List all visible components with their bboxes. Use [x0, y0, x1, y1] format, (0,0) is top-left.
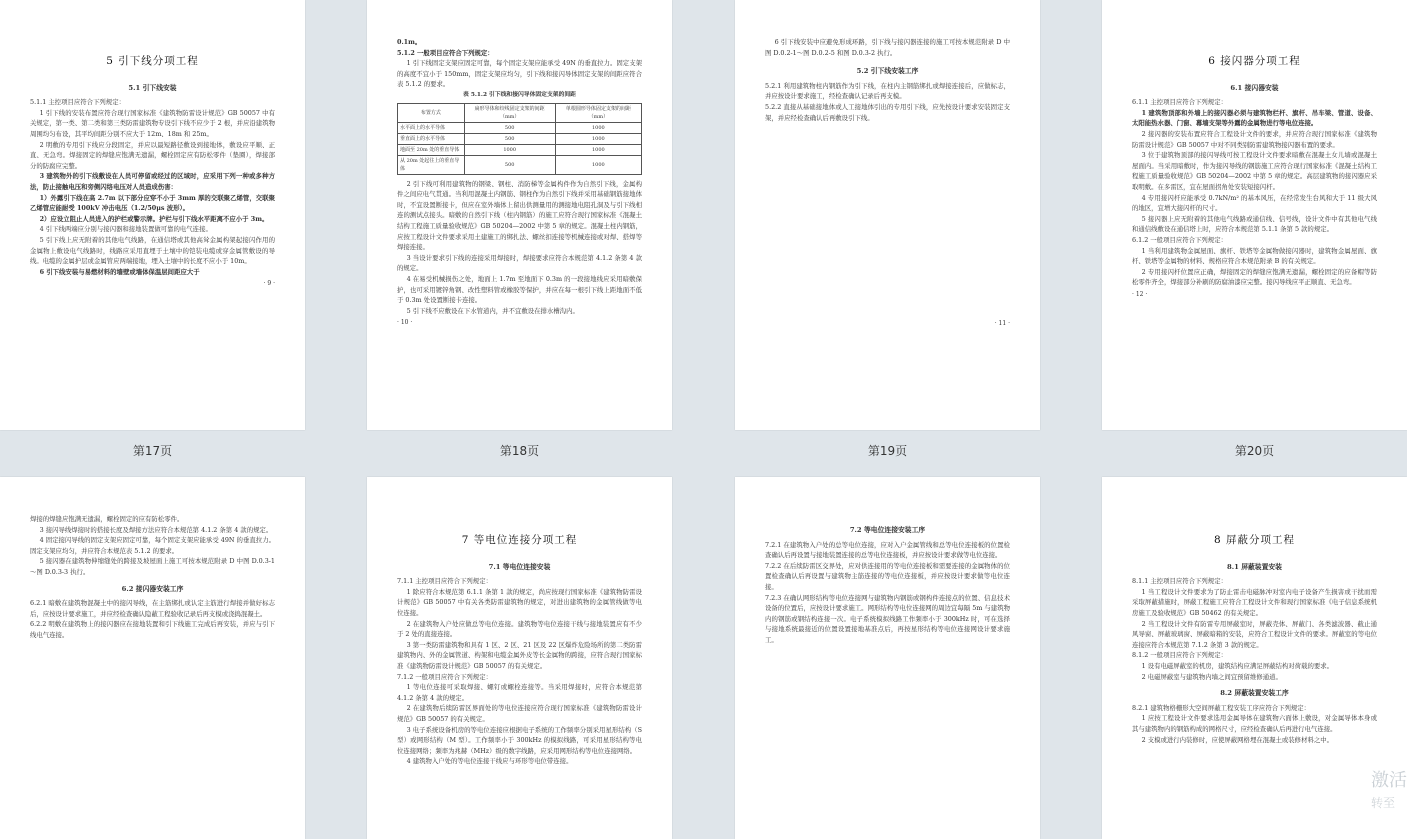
paragraph: 4 建筑物入户处的等电位连接干线应与环形等电位带连接。 [406, 757, 573, 766]
chapter-title: 5 引下线分项工程 [106, 55, 199, 67]
table-cell: 垂直面上的水平导体 [398, 133, 465, 144]
paragraph: 1）外露引下线在高 2.7m 以下部分应穿不小于 3mm 厚的交联聚乙烯管，交联聚乙烯管应能耐受 100kV 冲击电压（1.2/50μs 波形）。 [30, 193, 275, 213]
paragraph: 4 在易受机械损伤之处，地面上 1.7m 至地面下 0.3m 的一段接地线应采用暗敷保护，也可采用镀锌角钢、改性塑料管或橡胶等保护，并应在每一根引下线上距地面不低于 0.3m 处设置断接卡连接。 [397, 274, 642, 305]
paragraph: 5 引下线上应无附着的其他电气线路，在通信塔或其他高耸金属构架起接闪作用的金属物上敷设电气线路时，线路应采用直埋于土壤中的铠装电缆或穿金属管敷设的导线。电缆的金属护层或金属管应两端接地，埋入土壤中的长度不应小于 10m。 [30, 235, 275, 266]
page-body [1132, 703, 1377, 745]
paragraph: 3 电子系统设备机房的等电位连接应根据电子系统的工作频率分别采用星形结构（S 型）或网形结构（M 型）。工作频率小于 300kHz 的模拟线路，可采用星形结构等电位连接网络；频率为兆赫（MHz）级的数字线路，应采用网形结构等电位连接网络。 [397, 725, 642, 755]
table-cell: 1000 [555, 122, 641, 133]
paragraph: 3 接闪导线焊接时的搭接长度及焊接方法应符合本规范第 4.1.2 条第 4 款的规定。 [39, 525, 273, 534]
table-cell: 500 [464, 155, 555, 174]
paragraph: 2 明敷的专用引下线应分段固定，并应以最短路径敷设到接地体，敷设应平顺、正直、无急弯。焊接固定的焊缝应饱满无遗漏，螺栓固定应有防松零件（垫圈），焊接部分的防腐应完整。 [30, 140, 275, 170]
paragraph: 1 当工程设计文件要求为了防止雷击电磁脉冲对室内电子设备产生损害或干扰而需采取屏蔽措施时，屏蔽工程施工应符合工程设计文件和现行国家标准《电子信息系统机房施工及验收规范》GB 50462 的有关规定。 [1132, 587, 1377, 617]
paragraph: 1 设有电磁屏蔽室的机房，建筑结构应满足屏蔽结构对荷载的要求。 [1141, 661, 1334, 670]
paragraph: 1 引下线的安装布置应符合现行国家标准《建筑物防雷设计规范》GB 50057 中有关规定，第一类、第二类和第三类防雷建筑物专设引下线不应少于 2 根，并应沿建筑物周围均匀布设，其平均间距分别不应大于 12m、18m 和 25m。 [30, 108, 275, 138]
chapter-title: 8 屏蔽分项工程 [1213, 534, 1296, 546]
document-page [735, 477, 1040, 839]
watermark-main: 激活 [1371, 770, 1407, 791]
paragraph: 8.1.1 主控项目应符合下列规定： [1132, 577, 1227, 586]
table-row [398, 122, 642, 133]
page-body [765, 37, 1010, 58]
section-title: 7.1 等电位连接安装 [488, 562, 551, 571]
section-title: 5.2 引下线安装工序 [856, 67, 919, 76]
activation-watermark [1371, 770, 1407, 814]
paragraph: 8.2.1 建筑物格栅形大空间屏蔽工程安装工序应符合下列规定： [1132, 703, 1311, 712]
paragraph: 2 专用接闪杆位置应正确，焊接固定的焊缝应饱满无遗漏，螺栓固定的应备帽等防松零件齐全，焊接部分补刷的防腐油漆应完整。接闪导线应平正顺直、无急弯。 [1132, 267, 1377, 287]
document-page [735, 0, 1040, 430]
paragraph: 1 应按工程设计文件要求选用金属导体在建筑物六面体上敷设，对金属导体本身或其与建筑物内的钢筋构成的网格尺寸，应经检查确认后再进行电气连接。 [1132, 714, 1377, 733]
document-page [0, 477, 305, 839]
paragraph: 8.1.2 一般项目应符合下列规定： [1132, 651, 1227, 660]
paragraph: 2 电磁屏蔽室与建筑物内墙之间宜预留维修通道。 [1141, 672, 1282, 681]
paragraph: 5.1.1 主控项目应符合下列规定： [30, 98, 125, 107]
table-cell: 地面至 20m 处的垂直导体 [398, 144, 465, 155]
section-title: 6.1 接闪器安装 [1230, 83, 1279, 92]
paragraph: 1 当利用建筑物金属屋面、旗杆、铁塔等金属物做接闪器时，建筑物金属屋面、旗杆、铁塔等金属物的材料、规格应符合本规范附录 B 的有关规定。 [1132, 246, 1377, 266]
document-page [0, 0, 305, 430]
paragraph: 2 在建筑物后续防雷区界面处的等电位连接应符合现行国家标准《建筑物防雷设计规范》GB 50057 的有关规定。 [397, 704, 642, 723]
paragraph: 1 除应符合本规范第 6.1.1 条第 1 款的规定，尚应按现行国家标准《建筑物防雷设计规范》GB 50057 中有关各类防雷建筑物的规定，对进出建筑物的金属管线做等电位连接。 [397, 587, 642, 617]
document-page [367, 477, 672, 839]
page-caption[interactable]: 第17页 [132, 444, 173, 458]
chapter-title: 6 接闪器分项工程 [1208, 55, 1301, 67]
section-title: 8.2 屏蔽装置安装工序 [1220, 689, 1289, 698]
page-number: · 11 · [994, 320, 1010, 328]
paragraph: 3 第一类防雷建筑物和具有 1 区、2 区、21 区及 22 区爆炸危险场所的第二类防雷建筑物内、外的金属管道、构架和电缆金属外皮等长金属物的跨接，应符合现行国家标准《建筑物防雷设计规范》GB 50057 的有关规定。 [397, 640, 642, 670]
page-body [30, 598, 275, 640]
section-title: 8.1 屏蔽装置安装 [1227, 562, 1282, 571]
paragraph: 3 建筑物外的引下线敷设在人员可停留或经过的区域时，应采用下列一种或多种方法，防止接触电压和旁侧闪络电压对人员造成伤害： [30, 172, 275, 191]
paragraph: 2 引下线可利用建筑物的钢梁、钢柱、消防梯等金属构件作为自然引下线，金属构件之间应电气贯通。当利用混凝土内钢筋、钢柱作为自然引下线并采用基础钢筋接地体时，不宜设置断接卡，但应在室外墙体上留出供测量用的测接地电阻孔洞及与引下线相连的测试点接头。暗敷的自然引下线（柱内钢筋）的施工应符合现行国家标准《混凝土结构工程施工质量验收规范》GB 50204—2002 中第 5 章的规定。混凝土柱内钢筋，应按工程设计文件要求采用土建施工的绑扎法、螺丝扣连接等机械连接或对焊、搭焊等焊接连接。 [397, 179, 642, 252]
paragraph: 0.1m。 [397, 38, 422, 46]
table-caption: 表 5.1.2 引下线和接闪导体固定支架的间距 [463, 91, 576, 98]
table-cell: 1000 [555, 144, 641, 155]
paragraph: 7.2.2 在后续防雷区交界处，应对供连接用的等电位连接板和需要连接的金属物体的位置检查确认后再设置与建筑物主筋连接的等电位连接板，并应按设计要求做等电位连接。 [765, 561, 1010, 591]
page-number: · 12 · [1132, 290, 1148, 298]
paragraph: 6 引下线安装与易燃材料的墙壁或墙体保温层间距应大于 [39, 267, 200, 276]
paragraph: 5.2.1 利用建筑物柱内钢筋作为引下线，在柱内主钢筋绑扎或焊接连接后，应做标志，并应按设计要求施工，经检查确认记录后再支模。 [765, 81, 1010, 101]
page-caption[interactable]: 第19页 [867, 444, 908, 458]
paragraph: 5.2.2 直接从基础接地体或人工接地体引出的专用引下线，应先按设计要求安装固定支架，并应经检查确认后再敷设引下线。 [765, 102, 1010, 122]
table-cell: 1000 [464, 144, 555, 155]
page-number: · 10 · [397, 319, 413, 327]
paragraph: 5.1.2 一般项目应符合下列规定： [397, 48, 494, 57]
paragraph: 7.2.1 在建筑物入户处的总等电位连接，应对入户金属管线和总等电位连接板的位置检查确认后再设置与接地装置连接的总等电位连接板，并应按设计要求做等电位连接。 [765, 540, 1010, 560]
paragraph: 6.2.2 明敷在建筑物上的接闪器应在接地装置和引下线施工完成后再安装，并应与引下线电气连接。 [30, 620, 275, 639]
document-page [1102, 477, 1407, 839]
table-cell: 从 20m 处起往上的垂直导体 [398, 155, 465, 174]
paragraph: 2 接闪器的安装布置应符合工程设计文件的要求，并应符合现行国家标准《建筑物防雷设计规范》GB 50057 中对不同类别防雷建筑物接闪器布置的要求。 [1132, 129, 1377, 149]
table-cell: 1000 [555, 155, 641, 174]
paragraph: 2）应设立阻止人员进入的护栏或警示牌。护栏与引下线水平距离不应小于 3m。 [39, 214, 269, 223]
table-header: 扁形导体和绞线固定支架的间距（mm） [464, 103, 555, 122]
table-row [398, 133, 642, 144]
page-body [1132, 97, 1377, 288]
page-body [765, 540, 1010, 646]
table-cell: 500 [464, 133, 555, 144]
page-body [30, 97, 275, 277]
page-caption[interactable]: 第18页 [499, 444, 540, 458]
paragraph: 7.1.1 主控项目应符合下列规定： [397, 577, 492, 586]
paragraph: 2 支模或进行内装修时，应使屏蔽网格埋在混凝土或装修材料之中。 [1141, 735, 1334, 744]
table-header: 单根圆形导体固定支架的间距（mm） [555, 103, 641, 122]
table-row [398, 155, 642, 174]
paragraph: 3 当设计要求引下线的连接采用焊接时，焊接要求应符合本规范第 4.1.2 条第 4 款的规定。 [397, 253, 642, 273]
paragraph: 1 建筑物顶部和外墙上的接闪器必须与建筑物栏杆、旗杆、吊车梁、管道、设备、太阳能热水器、门窗、幕墙支架等外露的金属物进行等电位连接。 [1132, 108, 1377, 128]
paragraph: 7.2.3 在确认网形结构等电位连接网与建筑物内钢筋或钢构件连接点的位置、信息技术设备的位置后，应按设计要求施工。网形结构等电位连接网的周边宜每隔 5m 与建筑物内的钢筋或钢结构连接一次。电子系统模拟线路工作频率小于 300kHz 时，可在选择与接地系统最接近的位置设置接地基准点后，再按星形结构等电位连接网设计要求施工。 [765, 593, 1010, 644]
paragraph: 1 引下线固定支架应固定可靠，每个固定支架应能承受 49N 的垂直拉力。固定支架的高度不宜小于 150mm，固定支架应均匀，引下线和接闪导体固定支架的间距应符合表 5.1.2 的要求。 [397, 59, 642, 89]
paragraph: 6.1.2 一般项目应符合下列规定： [1132, 235, 1227, 244]
paragraph: 1 等电位连接可采取焊接、螺钉或螺栓连接等。当采用焊接时，应符合本规范第 4.1.2 条第 4 款的规定。 [397, 683, 642, 702]
paragraph: 6 引下线安装中应避免形成环路，引下线与接闪器连接的施工可按本规范附录 D 中图 D.0.2-1～图 D.0.2-5 和图 D.0.3-2 执行。 [765, 38, 1010, 57]
page-body [30, 514, 275, 578]
page-body [397, 179, 642, 317]
table-cell: 水平面上的水平导体 [398, 122, 465, 133]
page-body [765, 81, 1010, 123]
page-caption[interactable]: 第20页 [1234, 444, 1275, 458]
paragraph: 6.1.1 主控项目应符合下列规定： [1132, 98, 1227, 107]
spacing-table [397, 103, 642, 175]
table-header: 布置方式 [398, 103, 465, 122]
document-page [1102, 0, 1407, 430]
section-title: 5.1 引下线安装 [128, 83, 177, 92]
paragraph: 2 在建筑物入户处应做总等电位连接。建筑物等电位连接干线与接地装置应有不少于 2 处的直接连接。 [397, 619, 642, 639]
paragraph: 4 专用接闪杆应能承受 0.7kN/m² 的基本风压，在经常发生台风和大于 11 级大风的地区，宜增大接闪杆的尺寸。 [1132, 193, 1377, 213]
paragraph: 5 接闪器在建筑物伸缩缝处的跨接及坡屋面上施工可按本规范附录 D 中图 D.0.3-1～图 D.0.3-3 执行。 [30, 557, 275, 576]
page-body [1132, 576, 1377, 682]
paragraph: 焊接的焊缝应饱满无遗漏，螺栓固定的应有防松零件。 [30, 515, 184, 523]
chapter-title: 7 等电位连接分项工程 [461, 534, 578, 546]
paragraph: 5 引下线不应敷设在下水管道内，并不宜敷设在排水槽沟内。 [406, 306, 579, 315]
paragraph: 4 固定接闪导线的固定支架应固定可靠，每个固定支架应能承受 49N 的垂直拉力。固定支架应均匀，并应符合本规范表 5.1.2 的要求。 [30, 536, 275, 555]
section-title: 7.2 等电位连接安装工序 [849, 526, 926, 534]
table-cell: 1000 [555, 133, 641, 144]
paragraph: 3 位于建筑物顶部的接闪导线可按工程设计文件要求暗敷在混凝土女儿墙或混凝土屋面内。当采用暗敷时，作为接闪导线的钢筋施工应符合现行国家标准《混凝土结构工程施工质量验收规范》GB 50204—2002 中第 5 章的规定。高层建筑物的接闪器应采取明敷。在多雷区，宜在屋面拐角处安装短接闪杆。 [1132, 151, 1377, 191]
table-row [398, 144, 642, 155]
watermark-sub: 转至 [1371, 796, 1396, 810]
paragraph: 2 当工程设计文件有防雷专用屏蔽室时，屏蔽壳体、屏蔽门、各类滤波器、截止通风导窗、屏蔽玻璃窗、屏蔽暗箱的安装，应符合工程设计文件的要求。屏蔽室的等电位连接应符合本规范第 7.1.2 条第 3 款的规定。 [1132, 619, 1377, 649]
paragraph: 5 接闪器上应无附着的其他电气线路或通信线、信号线，设计文件中有其他电气线和通信线敷设在通信塔上时，应符合本规范第 5.1.1 条第 5 款的规定。 [1132, 214, 1377, 234]
paragraph: 4 引下线两端应分别与接闪器和接地装置做可靠的电气连接。 [39, 225, 212, 234]
page-number: · 9 · [263, 280, 275, 288]
page-body [397, 37, 642, 90]
document-page [367, 0, 672, 430]
section-title: 6.2 接闪器安装工序 [121, 584, 184, 593]
paragraph: 6.2.1 暗敷在建筑物混凝土中的接闪导线，在主筋绑扎或认定主筋进行焊接并做好标志后，应按设计要求施工，并应经检查确认隐蔽工程验收记录后再支模或浇捣混凝土。 [30, 599, 275, 618]
table-cell: 500 [464, 122, 555, 133]
page-body [397, 576, 642, 767]
paragraph: 7.1.2 一般项目应符合下列规定： [397, 672, 492, 681]
